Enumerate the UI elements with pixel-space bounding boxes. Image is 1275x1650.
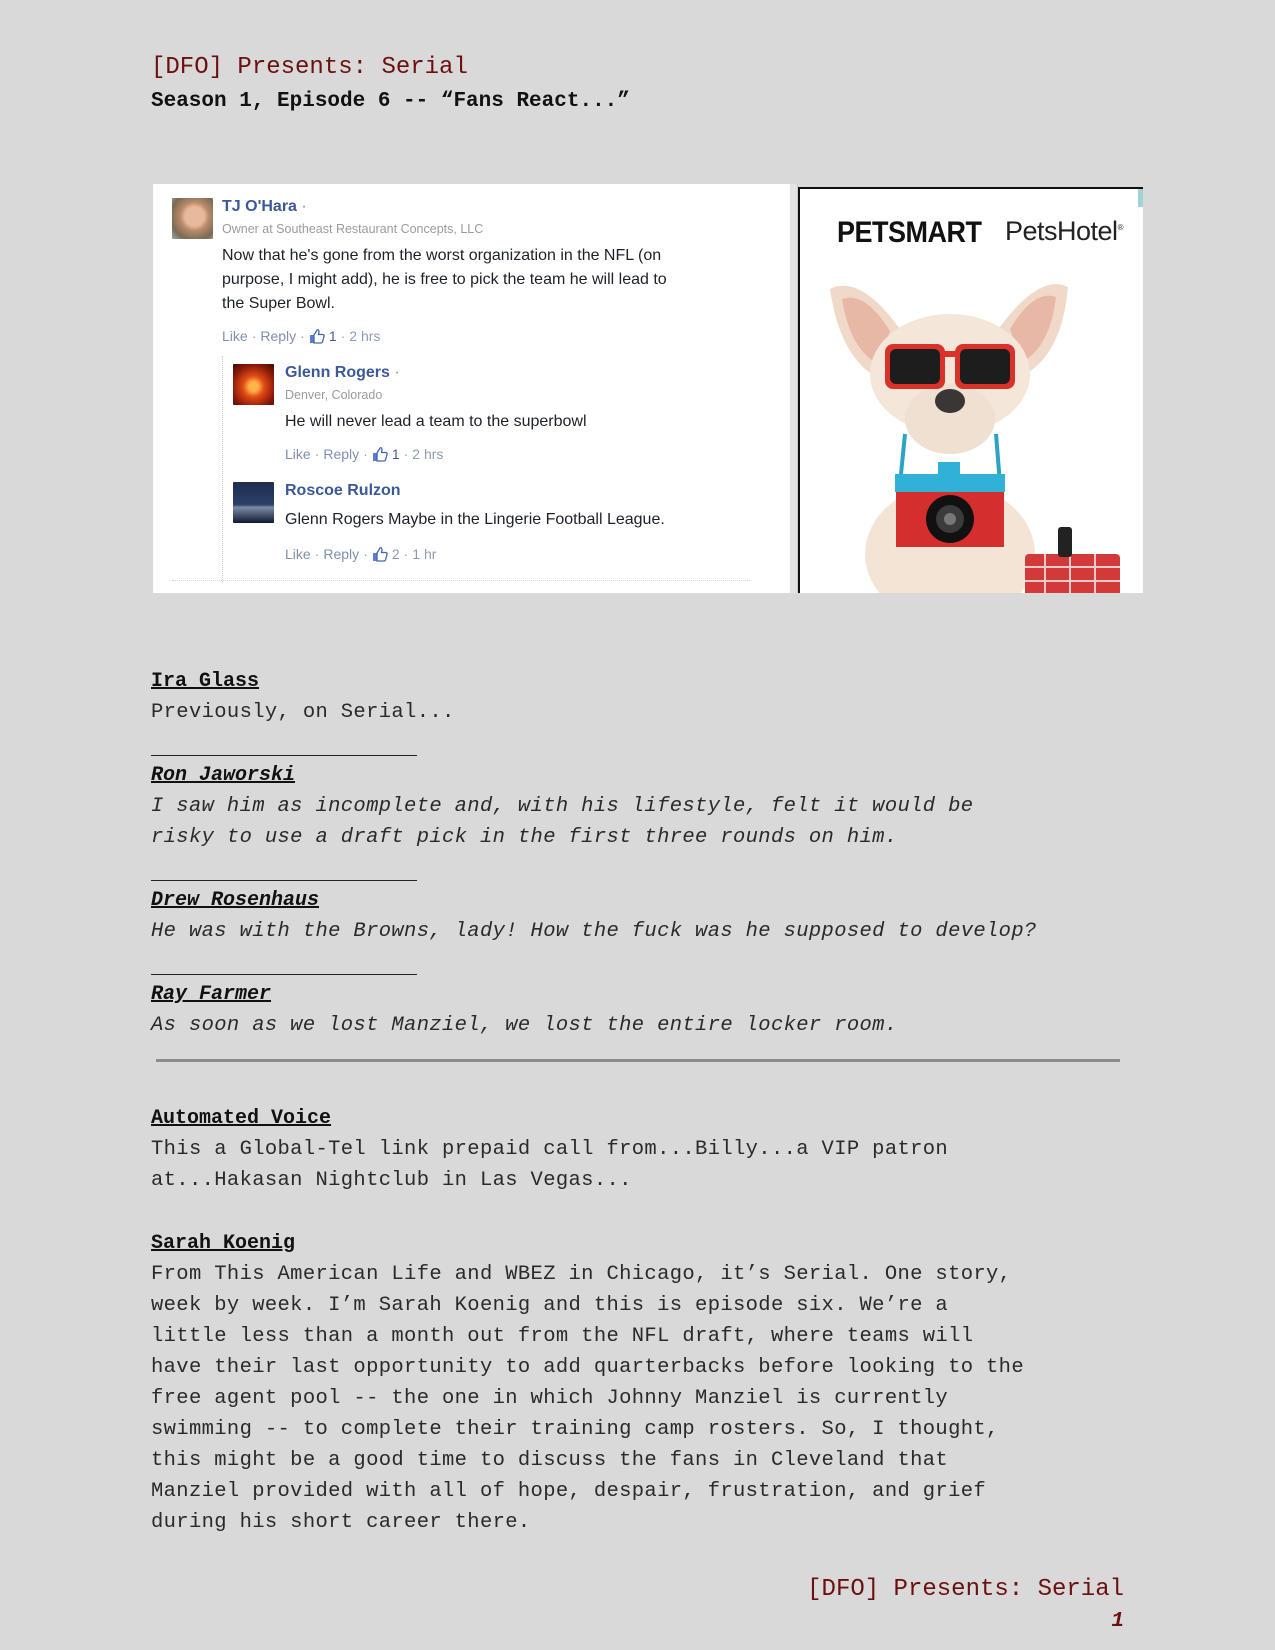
speaker-automated-voice: Automated Voice xyxy=(151,1107,332,1130)
dialogue-line: Previously, on Serial... xyxy=(151,701,455,724)
dot-separator: · xyxy=(301,198,307,215)
petshotel-logo xyxy=(1005,216,1123,247)
dialogue-line: Manziel provided with all of hope, despair, frustration, and grief xyxy=(151,1480,987,1503)
dialogue-line: I saw him as incomplete and, with his lifestyle, felt it would be xyxy=(151,795,974,818)
petsmart-ad[interactable] xyxy=(798,187,1143,593)
comment-line: purpose, I might add), he is free to pick the team he will lead to xyxy=(222,271,667,288)
chihuahua-camera-image xyxy=(800,269,1143,593)
comment-time[interactable]: 1 hr xyxy=(412,546,437,562)
footer-title: [DFO] Presents: Serial xyxy=(807,1576,1124,1603)
reply-author[interactable]: Roscoe Rulzon xyxy=(285,482,401,499)
avatar-roscoe-rulzon xyxy=(233,482,274,523)
dialogue-line: free agent pool -- the one in which Johnny Manziel is currently xyxy=(151,1387,949,1410)
likes-count: 1 xyxy=(391,446,400,462)
author-subtitle: Denver, Colorado xyxy=(285,388,383,402)
dialogue-line: risky to use a draft pick in the first three rounds on him. xyxy=(151,826,898,849)
dot-separator: · xyxy=(403,446,409,462)
dot-separator: · xyxy=(314,446,320,462)
like-link[interactable]: Like xyxy=(285,546,311,562)
reply-author[interactable] xyxy=(285,364,400,382)
thumbs-up-icon xyxy=(372,447,388,462)
reply-actions xyxy=(285,546,436,562)
comment-line: the Super Bowl. xyxy=(222,295,335,312)
likes-count: 2 xyxy=(391,546,400,562)
speaker-ray-farmer: Ray Farmer xyxy=(151,983,272,1006)
reply-thread-line xyxy=(222,356,223,582)
speaker-drew-rosenhaus: Drew Rosenhaus xyxy=(151,889,320,912)
author-subtitle: Owner at Southeast Restaurant Concepts, LLC xyxy=(222,222,484,236)
comment-author[interactable] xyxy=(222,198,307,216)
section-divider xyxy=(151,880,417,881)
dot-separator: · xyxy=(314,546,320,562)
panel-divider xyxy=(790,184,798,593)
dialogue-line: He was with the Browns, lady! How the fuck was he supposed to develop? xyxy=(151,920,1037,943)
dot-separator: · xyxy=(251,328,257,344)
comment-text xyxy=(222,244,782,316)
section-divider xyxy=(151,755,417,756)
dialogue-line: week by week. I’m Sarah Koenig and this is episode six. We’re a xyxy=(151,1294,949,1317)
document-title: [DFO] Presents: Serial xyxy=(151,54,468,81)
speaker-ira-glass: Ira Glass xyxy=(151,670,260,693)
dot-separator: · xyxy=(403,546,409,562)
petsmart-logo: PETSMART xyxy=(837,215,982,249)
dialogue-line: at...Hakasan Nightclub in Las Vegas... xyxy=(151,1169,632,1192)
reply-link[interactable]: Reply xyxy=(260,328,297,344)
speaker-ron-jaworski: Ron Jaworski xyxy=(151,764,296,787)
author-name-link[interactable]: TJ O'Hara xyxy=(222,198,297,215)
petshotel-text: PetsHotel xyxy=(1005,216,1118,246)
dialogue-line: little less than a month out from the NFL draft, where teams will xyxy=(151,1325,974,1348)
reply-text: Glenn Rogers Maybe in the Lingerie Football League. xyxy=(285,511,665,528)
thumbs-up-icon xyxy=(372,547,388,562)
reply-link[interactable]: Reply xyxy=(323,546,360,562)
reply-actions xyxy=(285,446,443,462)
comment-line: Now that he's gone from the worst organization in the NFL (on xyxy=(222,247,662,264)
comment-actions xyxy=(222,328,380,344)
avatar-glenn-rogers xyxy=(233,364,274,405)
author-name-link[interactable]: Glenn Rogers xyxy=(285,364,390,381)
dialogue-line: As soon as we lost Manziel, we lost the entire locker room. xyxy=(151,1014,898,1037)
like-link[interactable]: Like xyxy=(222,328,248,344)
avatar-tj-ohara xyxy=(172,198,213,239)
dot-separator: · xyxy=(300,328,305,344)
episode-subtitle: Season 1, Episode 6 -- “Fans React...” xyxy=(151,90,630,113)
dot-separator: · xyxy=(394,364,400,381)
dotted-divider xyxy=(172,580,750,581)
dialogue-line: From This American Life and WBEZ in Chicago, it’s Serial. One story, xyxy=(151,1263,1012,1286)
speaker-sarah-koenig: Sarah Koenig xyxy=(151,1232,296,1255)
facebook-comments-screenshot xyxy=(153,184,790,593)
reply-link[interactable]: Reply xyxy=(323,446,360,462)
thumbs-up-icon xyxy=(309,329,325,344)
section-divider xyxy=(151,974,417,975)
ad-choices-icon[interactable] xyxy=(1138,189,1143,207)
comment-time[interactable]: 2 hrs xyxy=(349,328,381,344)
dialogue-line: This a Global-Tel link prepaid call from...Billy...a VIP patron xyxy=(151,1138,949,1161)
dot-separator: · xyxy=(363,446,368,462)
dialogue-line: swimming -- to complete their training camp rosters. So, I thought, xyxy=(151,1418,999,1441)
dot-separator: · xyxy=(340,328,346,344)
horizontal-rule xyxy=(156,1059,1120,1062)
reply-text: He will never lead a team to the superbowl xyxy=(285,413,587,430)
dialogue-line: have their last opportunity to add quarterbacks before looking to the xyxy=(151,1356,1024,1379)
dialogue-line: this might be a good time to discuss the fans in Cleveland that xyxy=(151,1449,949,1472)
dot-separator: · xyxy=(363,546,368,562)
likes-count: 1 xyxy=(328,328,337,344)
dialogue-line: during his short career there. xyxy=(151,1511,531,1534)
page-number: 1 xyxy=(1111,1610,1124,1633)
comment-time[interactable]: 2 hrs xyxy=(412,446,444,462)
trademark-symbol: ® xyxy=(1117,223,1123,232)
like-link[interactable]: Like xyxy=(285,446,311,462)
